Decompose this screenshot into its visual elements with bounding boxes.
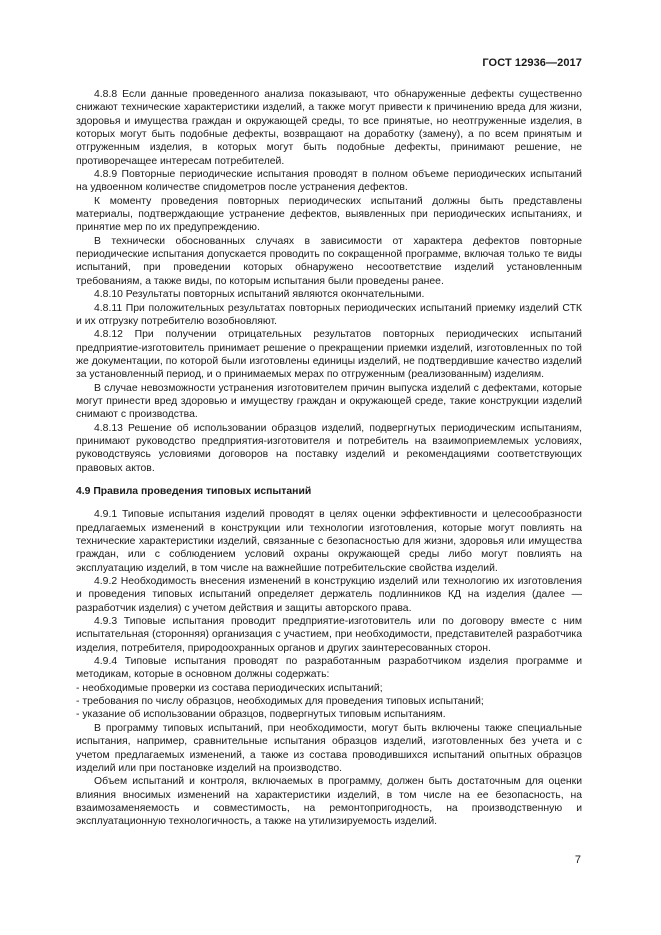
list-item: - необходимые проверки из состава периодических испытаний;: [76, 682, 383, 694]
list-item: - указание об использовании образцов, подвергнутых типовым испытаниям.: [76, 709, 446, 721]
section-heading: 4.9 Правила проведения типовых испытаний: [76, 485, 312, 497]
paragraph: 4.8.13 Решение об использовании образцов изделий, подвергнутых периодическим испытаниям, принимают руководство предприятия-изготовителя и потребитель на взаимоприемлемых условиях, руководствуясь условиями договоров на поставку изделий и рекомендациями соответствующих правовых актов.: [76, 422, 582, 474]
paragraph: 4.9.1 Типовые испытания изделий проводят в целях оценки эффективности и целесообразности предлагаемых изменений в конструкции или технологии изготовления, которые могут повлиять на технические характеристики изделий, связанные с безопасностью для жизни, здоровья или имущества граждан, или с соблюдением условий охраны окружающей среды либо могут повлиять на эксплуатацию изделий, в том числе на важнейшие потребительские свойства изделий.: [76, 509, 582, 574]
list-item: - требования по числу образцов, необходимых для проведения типовых испытаний;: [76, 696, 484, 708]
paragraph: 4.8.10 Результаты повторных испытаний являются окончательными.: [94, 289, 425, 301]
paragraph: 4.8.12 При получении отрицательных результатов повторных периодических испытаний предприятие-изготовитель принимает решение о прекращении приемки изделий, изготовленных по той же документации, по которой были изготовлены единицы изделий, не подтвердившие качество изделий за установленный период, и о принимаемых мерах по отгруженным (реализованным) изделиям.: [76, 329, 582, 381]
paragraph: 4.9.4 Типовые испытания проводят по разработанным разработчиком изделия программе и методикам, которые в основном должны содержать:: [76, 656, 582, 681]
requirements-list: [76, 682, 582, 722]
paragraph: В технически обоснованных случаях в зависимости от характера дефектов повторные периодические испытания допускается проводить по сокращенной программе, включая только те виды испытаний, при проведении которых обнаружено несоответствие изделий установленным требованиям, а также виды, по которым испытания были проведены ранее.: [76, 235, 582, 287]
paragraph: 4.8.11 При положительных результатах повторных периодических испытаний приемку изделий СТК и их отгрузку потребителю возобновляют.: [76, 302, 582, 327]
paragraph: 4.8.9 Повторные периодические испытания проводят в полном объеме периодических испытаний на удвоенном количестве спидометров после устранения дефектов.: [76, 169, 582, 194]
paragraph: Объем испытаний и контроля, включаемых в программу, должен быть достаточным для оценки влияния вносимых изменений на характеристики изделий, в том числе на ее безопасность, на взаимозаменяемость и совместимость, на ремонтопригодность, на производственную и эксплуатационную технологичность, а также на утилизируемость изделий.: [76, 776, 582, 828]
paragraph: 4.9.2 Необходимость внесения изменений в конструкцию изделий или технологию их изготовления и проведения типовых испытаний определяет держатель подлинников КД на изделия (далее — разработчик изделия) с учетом действия и защиты авторского права.: [76, 576, 582, 614]
page-content: [76, 88, 582, 829]
paragraph: К моменту проведения повторных периодических испытаний должны быть представлены материалы, подтверждающие устранение дефектов, выявленных при периодических испытаниях, и принятие мер по их предупреждению.: [76, 195, 582, 234]
document-header: ГОСТ 12936—2017: [482, 57, 582, 69]
paragraph: В программу типовых испытаний, при необходимости, могут быть включены также специальные испытания, например, сравнительные испытания образцов изделий, изготовленных без учета и с учетом предлагаемых изменений, а также из состава проводившихся испытаний опытных образцов изделий или при постановке изделий на производство.: [76, 722, 582, 774]
page-number: 7: [574, 854, 581, 866]
paragraph: В случае невозможности устранения изготовителем причин выпуска изделий с дефектами, которые могут принести вред здоровью и имуществу граждан и окружающей среде, такие конструкции изделий снимают с производства.: [76, 382, 582, 421]
paragraph: 4.8.8 Если данные проведенного анализа показывают, что обнаруженные дефекты существенно снижают технические характеристики изделий, а также могут привести к причинению вреда для жизни, здоровья и имущества граждан и окружающей среды, то все принятые, но неотгруженные изделия, в которых могут быть подобные дефекты, возвращают на доработку (замену), а по всем принятым и отгруженным изделия, в которых могут быть подобные дефекты, принимают решение, не противоречащее интересам потребителей.: [76, 89, 582, 167]
paragraph: 4.9.3 Типовые испытания проводит предприятие-изготовитель или по договору вместе с ним испытательная (сторонняя) организация с участием, при необходимости, представителей разработчика изделия, потребителя, природоохранных органов и других заинтересованных сторон.: [76, 616, 582, 654]
